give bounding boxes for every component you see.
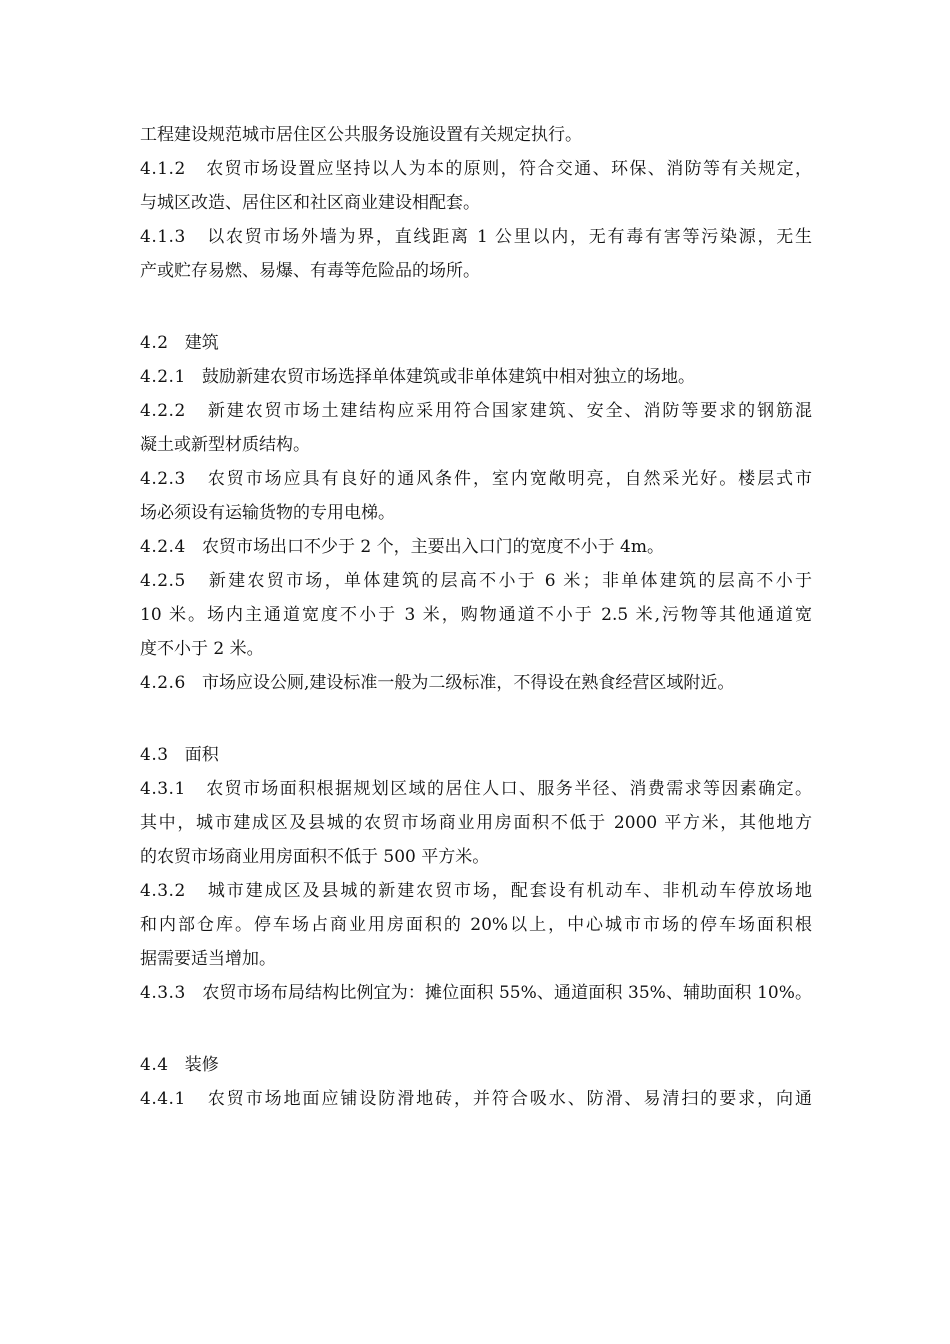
section-heading-4-2 (140, 326, 812, 360)
paragraph-line (140, 632, 812, 666)
clause-4-2-3 (140, 462, 812, 496)
line-text: 产或贮存易燃、易爆、有毒等危险品的场所。 (140, 261, 480, 281)
clause-text: 农贸市场布局结构比例宜为：摊位面积 55%、通道面积 35%、辅助面积 10%。 (202, 983, 812, 1003)
line-text: 10 米。场内主通道宽度不小于 3 米，购物通道不小于 2.5 米,污物等其他通道宽 (140, 605, 812, 625)
clause-text: 以农贸市场外墙为界，直线距离 1 公里以内，无有毒有害等污染源，无生 (207, 227, 813, 247)
clause-number: 4.2.1 (140, 367, 186, 387)
paragraph-line (140, 942, 812, 976)
clause-number: 4.1.3 (140, 227, 186, 247)
paragraph-line (140, 598, 812, 632)
clause-4-1-3 (140, 220, 812, 254)
clause-4-2-1 (140, 360, 812, 394)
clause-number: 4.1.2 (140, 159, 186, 179)
clause-text: 新建农贸市场，单体建筑的层高不小于 6 米；非单体建筑的层高不小于 (208, 571, 813, 591)
section-heading-4-3 (140, 738, 812, 772)
clause-text: 新建农贸市场土建结构应采用符合国家建筑、安全、消防等要求的钢筋混 (207, 401, 813, 421)
section-number: 4.3 (140, 745, 169, 765)
clause-4-2-5 (140, 564, 812, 598)
clause-number: 4.3.3 (140, 983, 186, 1003)
section-gap (140, 288, 812, 326)
section-number: 4.2 (140, 333, 169, 353)
line-text: 的农贸市场商业用房面积不低于 500 平方米。 (140, 847, 490, 867)
clause-number: 4.2.2 (140, 401, 186, 421)
clause-number: 4.2.5 (140, 571, 186, 591)
section-gap (140, 700, 812, 738)
section-title: 建筑 (184, 333, 219, 353)
section-title: 装修 (184, 1055, 219, 1075)
paragraph-line (140, 118, 812, 152)
clause-4-2-6 (140, 666, 812, 700)
section-number: 4.4 (140, 1055, 169, 1075)
line-text: 据需要适当增加。 (140, 949, 276, 969)
line-text: 凝土或新型材质结构。 (140, 435, 310, 455)
paragraph-line (140, 428, 812, 462)
clause-number: 4.2.6 (140, 673, 186, 693)
section-title: 面积 (184, 745, 219, 765)
line-text: 度不小于 2 米。 (140, 639, 264, 659)
paragraph-line (140, 496, 812, 530)
line-text: 和内部仓库。停车场占商业用房面积的 20%以上，中心城市市场的停车场面积根 (140, 915, 812, 935)
clause-4-3-2 (140, 874, 812, 908)
section-heading-4-4 (140, 1048, 812, 1082)
paragraph-line (140, 806, 812, 840)
clause-number: 4.3.2 (140, 881, 186, 901)
clause-4-3-3 (140, 976, 812, 1010)
clause-text: 市场应设公厕,建设标准一般为二级标准，不得设在熟食经营区域附近。 (201, 673, 735, 693)
clause-4-4-1 (140, 1082, 812, 1116)
section-gap (140, 1010, 812, 1048)
document-body (140, 118, 812, 1116)
clause-number: 4.2.4 (140, 537, 186, 557)
clause-text: 农贸市场地面应铺设防滑地砖，并符合吸水、防滑、易清扫的要求，向通 (207, 1089, 813, 1109)
clause-4-3-1 (140, 772, 812, 806)
clause-text: 鼓励新建农贸市场选择单体建筑或非单体建筑中相对独立的场地。 (201, 367, 695, 387)
clause-4-2-2 (140, 394, 812, 428)
clause-text: 城市建成区及县城的新建农贸市场，配套设有机动车、非机动车停放场地 (207, 881, 813, 901)
clause-text: 农贸市场出口不少于 2 个，主要出入口门的宽度不小于 4m。 (201, 537, 664, 557)
paragraph-line (140, 840, 812, 874)
paragraph-line (140, 186, 812, 220)
paragraph-line (140, 908, 812, 942)
clause-number: 4.2.3 (140, 469, 186, 489)
paragraph-line (140, 254, 812, 288)
clause-text: 农贸市场设置应坚持以人为本的原则，符合交通、环保、消防等有关规定， (206, 159, 813, 179)
line-text: 场必须设有运输货物的专用电梯。 (140, 503, 395, 523)
clause-4-1-2 (140, 152, 812, 186)
line-text: 工程建设规范城市居住区公共服务设施设置有关规定执行。 (140, 125, 582, 145)
line-text: 其中，城市建成区及县城的农贸市场商业用房面积不低于 2000 平方米，其他地方 (140, 813, 812, 833)
clause-text: 农贸市场面积根据规划区域的居住人口、服务半径、消费需求等因素确定。 (206, 779, 813, 799)
clause-number: 4.3.1 (140, 779, 186, 799)
line-text: 与城区改造、居住区和社区商业建设相配套。 (140, 193, 480, 213)
clause-number: 4.4.1 (140, 1089, 186, 1109)
clause-text: 农贸市场应具有良好的通风条件，室内宽敞明亮，自然采光好。楼层式市 (207, 469, 813, 489)
clause-4-2-4 (140, 530, 812, 564)
